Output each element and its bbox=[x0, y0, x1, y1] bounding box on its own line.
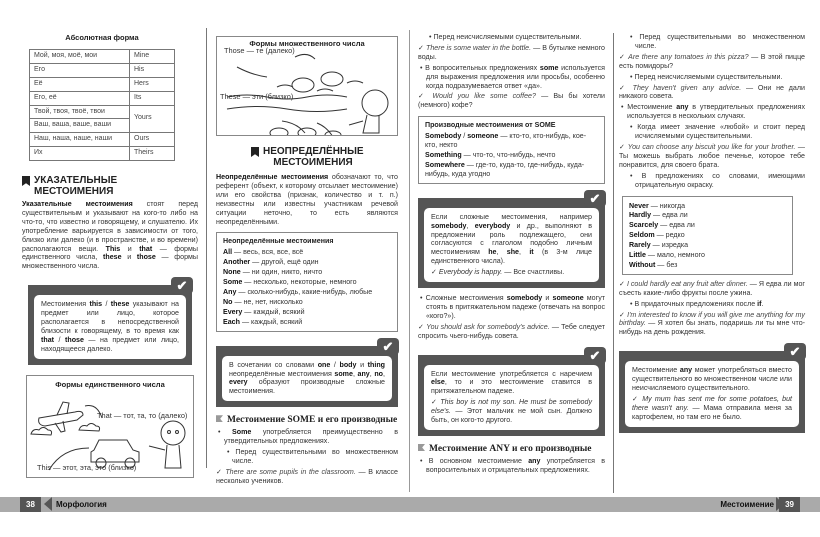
illustration-title: Формы единственного числа bbox=[55, 379, 165, 389]
russian-form: Твой, твоя, твоё, твои bbox=[30, 105, 130, 119]
text-segment: — формы множественного числа. bbox=[22, 253, 198, 271]
russian-form: Их bbox=[30, 147, 130, 161]
text-segment: ✓ bbox=[632, 395, 643, 403]
text-segment: и bbox=[356, 360, 368, 369]
text-segment: Another bbox=[223, 258, 251, 267]
english-form: Yours bbox=[130, 105, 175, 133]
bullet bbox=[418, 294, 605, 321]
some-subheading: Местоимение SOME и его производные bbox=[216, 415, 398, 426]
text-segment: Somebody bbox=[425, 132, 462, 141]
text-segment: в утвердительных предложениях используется в нескольких случаях. bbox=[627, 103, 806, 121]
text-segment: None bbox=[223, 268, 241, 277]
text-segment: ✓ bbox=[619, 52, 629, 61]
note-box bbox=[619, 344, 805, 432]
text-segment: Are there any tomatoes in this pizza? bbox=[628, 52, 749, 61]
column-3 bbox=[418, 33, 605, 475]
text-segment: , bbox=[519, 248, 530, 257]
whales-turtles-boy-drawing bbox=[217, 47, 399, 135]
text-segment: There is some water in the bottle. bbox=[426, 43, 532, 52]
check-icon: ✔ bbox=[584, 190, 606, 207]
sub-bullet bbox=[619, 33, 805, 51]
text-segment: No bbox=[223, 297, 233, 306]
text-segment: / bbox=[461, 132, 468, 141]
text-segment: Rarely bbox=[629, 241, 651, 250]
text-segment: ✓ bbox=[619, 142, 628, 151]
absolute-form-title: Абсолютная форма bbox=[65, 33, 139, 42]
these-caption: These — эти (близко) bbox=[220, 92, 294, 101]
text-segment: everybody bbox=[474, 221, 511, 230]
text-segment: ✓ bbox=[619, 83, 633, 92]
text-segment: he bbox=[488, 248, 497, 257]
text-segment: • Сложные местоимения bbox=[420, 294, 507, 303]
box-title: Неопределённые местоимения bbox=[223, 237, 334, 246]
list-item bbox=[425, 161, 598, 179]
text-segment: — другой, ещё один bbox=[250, 258, 319, 267]
list-item bbox=[223, 248, 391, 257]
list-item bbox=[629, 251, 786, 260]
note-text bbox=[431, 370, 592, 397]
text-segment: Everybody is happy. bbox=[438, 268, 503, 277]
text-segment: Местоимение bbox=[632, 366, 680, 375]
text-segment: • Когда имеет значение «любой» и стоит перед исчисляемыми существительными. bbox=[630, 123, 805, 141]
text-segment: , bbox=[496, 248, 507, 257]
sub-bullet bbox=[216, 448, 398, 466]
list-item bbox=[629, 261, 786, 270]
check-icon: ✔ bbox=[377, 338, 399, 355]
text-segment: somebody bbox=[431, 221, 467, 230]
some-derivatives-box bbox=[418, 116, 605, 183]
russian-form: Мой, моя, моё, мои bbox=[30, 49, 130, 63]
list-item bbox=[223, 278, 391, 287]
text-segment: I'm interested to know if you will give me anything for my birthday. bbox=[619, 310, 805, 328]
page-number-left: 38 bbox=[20, 497, 41, 512]
russian-form: Ваш, ваша, ваше, ваши bbox=[30, 119, 130, 133]
text-segment: • В вопросительных предложениях bbox=[420, 63, 540, 72]
negative-words-box bbox=[622, 196, 793, 275]
example bbox=[619, 84, 805, 102]
note-text bbox=[431, 213, 592, 266]
russian-form: Наш, наша, наше, наши bbox=[30, 133, 130, 147]
text-segment: стоят перед существительным и указывают на кого-то либо на что-то, что известно и говорящему, и слушателю. Их употребление варьируется в зависимости от того, близко или далеко (и в пространстве, и во времени) располагаются вещи. bbox=[22, 200, 198, 253]
text-segment: неопределённые местоимения bbox=[229, 369, 335, 378]
text-segment: • В основном местоимение bbox=[420, 457, 529, 465]
text-segment: This bbox=[105, 244, 121, 253]
text-segment: that bbox=[41, 335, 55, 344]
section-marker-icon bbox=[216, 415, 223, 422]
illustration-title: Формы множественного числа bbox=[249, 39, 365, 48]
text-segment: any bbox=[528, 457, 541, 465]
note-box bbox=[418, 347, 605, 436]
text-segment: Если сложные местоимения, например bbox=[431, 212, 592, 221]
text-segment: I could hardly eat any fruit after dinner. bbox=[626, 279, 748, 288]
text-segment: • В предложениях со словами, имеющими отрицательную окраску. bbox=[630, 171, 805, 189]
note-example bbox=[431, 398, 592, 425]
note-box bbox=[216, 338, 398, 408]
text-segment: There are some pupils in the classroom. bbox=[225, 467, 356, 476]
sub-bullet bbox=[619, 300, 805, 309]
text-segment: This boy is not my son. He must be somebody else's. bbox=[431, 398, 592, 416]
text-segment: , bbox=[383, 369, 385, 378]
text-segment: these bbox=[103, 253, 122, 262]
text-segment: — Я хотел бы знать, подаришь ли ты мне что-нибудь на день рождения. bbox=[619, 319, 805, 337]
text-segment: — Тебе следует спросить чьего-нибудь совета. bbox=[418, 322, 605, 340]
table-row bbox=[30, 133, 175, 147]
bookmark-icon bbox=[22, 176, 30, 186]
text-segment: Never bbox=[629, 201, 649, 210]
text-segment: some bbox=[334, 369, 353, 378]
text-segment: Scarcely bbox=[629, 221, 659, 230]
column-2 bbox=[216, 36, 398, 486]
text-segment: any bbox=[676, 103, 689, 112]
text-segment: , bbox=[466, 221, 475, 230]
text-segment: может употребляться вместо существительного во множественном числе или неисчисляемого существительного. bbox=[632, 366, 792, 393]
text-segment: употребляется в вопросительных и отрицательных предложениях. bbox=[426, 457, 605, 474]
list-item bbox=[629, 221, 786, 230]
text-segment: и bbox=[120, 244, 140, 253]
english-form: Mine bbox=[130, 49, 175, 63]
check-icon: ✔ bbox=[584, 347, 606, 364]
text-segment: . bbox=[761, 299, 764, 308]
text-segment: Местоимения bbox=[41, 300, 90, 309]
text-segment: / bbox=[330, 360, 340, 369]
text-segment: — где-то, куда-то, где-нибудь, куда-нибудь, куда угодно bbox=[425, 160, 585, 178]
text-segment: Any bbox=[223, 287, 237, 296]
text-segment: — изредка bbox=[650, 241, 689, 250]
text-segment: Hardly bbox=[629, 211, 652, 220]
demonstrative-heading: УКАЗАТЕЛЬНЫЕ МЕСТОИМЕНИЯ bbox=[22, 175, 198, 197]
table-row bbox=[30, 77, 175, 91]
text-segment: ✓ bbox=[418, 43, 426, 52]
text-segment: Seldom bbox=[629, 231, 655, 240]
russian-form: Его, её bbox=[30, 91, 130, 105]
chevron-left-icon bbox=[44, 497, 52, 511]
check-icon: ✔ bbox=[171, 277, 193, 294]
text-segment: и др., выполняют в предложении роль подлежащего, они согласуются с глаголом подобно личным местоимениям bbox=[431, 221, 592, 257]
text-segment: ✓ bbox=[619, 279, 627, 288]
singular-forms-illustration bbox=[26, 375, 194, 478]
text-segment: могут стоять в притяжательном падеже (отвечать на вопрос «кого?»). bbox=[426, 294, 605, 320]
text-segment: ✓ bbox=[418, 92, 433, 101]
example bbox=[418, 323, 605, 341]
text-segment: any bbox=[357, 369, 370, 378]
list-item bbox=[629, 211, 786, 220]
note-box bbox=[28, 278, 192, 364]
indefinite-text bbox=[216, 173, 398, 226]
text-segment: ✓ bbox=[418, 322, 427, 331]
text-segment: — без bbox=[655, 260, 678, 269]
russian-form: Её bbox=[30, 77, 130, 91]
text-segment: — сколько-нибудь, какие-нибудь, любые bbox=[236, 287, 373, 296]
list-item bbox=[629, 202, 786, 211]
text-segment: — едва ли bbox=[651, 211, 688, 220]
bullet bbox=[418, 64, 605, 91]
text-segment: — редко bbox=[654, 231, 685, 240]
text-segment: • Перед существительными во множественном числе. bbox=[630, 33, 805, 50]
text-segment: — едва ли bbox=[658, 221, 695, 230]
text-segment: these bbox=[110, 300, 130, 309]
text-segment: those bbox=[65, 335, 84, 344]
table-row bbox=[30, 105, 175, 119]
text-segment: You should ask for somebody's advice. bbox=[426, 322, 550, 331]
column-1-text bbox=[22, 175, 198, 478]
text-segment: • В придаточных предложениях после bbox=[630, 299, 758, 308]
note-example bbox=[632, 395, 792, 422]
text-segment: — каждый, всякий bbox=[242, 307, 305, 316]
text-segment: — несколько, некоторые, немного bbox=[242, 278, 357, 287]
text-segment: — Этот мальчик не мой сын. Должно быть, он кого-то другого. bbox=[431, 407, 592, 425]
text-segment: someone bbox=[552, 294, 584, 303]
indefinite-pronouns-box bbox=[216, 232, 398, 331]
text-segment: Something bbox=[425, 150, 462, 159]
text-segment: обозначают то, что референт (объект, к которому отсылает местоимение) или его свойства (признак, количество и т. п.) неизвестны или известны участникам речевой ситуации неточно, то есть являются неопределёнными. bbox=[216, 173, 398, 226]
text-segment: — Они не дали никакого совета. bbox=[619, 83, 805, 101]
indefinite-heading: НЕОПРЕДЕЛЁННЫЕ МЕСТОИМЕНИЯ bbox=[216, 146, 398, 168]
sub-bullet bbox=[418, 33, 605, 42]
bullet bbox=[216, 428, 398, 446]
text-segment: They haven't given any advice. bbox=[632, 83, 742, 92]
text-segment: — что-то, что-нибудь, нечто bbox=[461, 150, 556, 159]
text-segment: ✓ bbox=[431, 398, 441, 407]
text-segment: — Ты можешь выбрать любое печенье, которое тебе понравится, для своего брата. bbox=[619, 142, 805, 169]
text-segment: My mum has sent me for some potatoes, but there wasn't any. bbox=[632, 395, 792, 412]
list-item bbox=[425, 132, 598, 150]
text-segment: • Перед неисчисляемыми существительными. bbox=[630, 72, 783, 81]
text-segment: / bbox=[54, 335, 65, 344]
text-segment: — каждый, всякий bbox=[239, 317, 303, 326]
text-segment: All bbox=[223, 248, 233, 257]
text-segment: и bbox=[121, 253, 137, 262]
text-segment: one bbox=[317, 360, 331, 369]
text-segment: every bbox=[229, 378, 248, 387]
text-segment: Without bbox=[629, 260, 656, 269]
sub-bullet bbox=[619, 172, 805, 190]
column-1 bbox=[29, 34, 175, 161]
text-segment: Would you like some coffee? bbox=[432, 92, 536, 101]
section-marker-icon bbox=[418, 444, 425, 451]
text-segment: any bbox=[679, 366, 693, 375]
text-segment: Every bbox=[223, 307, 243, 316]
text-segment: • Перед существительными во множественном числе. bbox=[227, 448, 398, 465]
text-segment: • Местоимение bbox=[621, 103, 677, 112]
column-4 bbox=[619, 33, 805, 433]
text-segment: someone bbox=[467, 132, 499, 141]
text-segment: употребляется преимущественно в утвердительных предложениях. bbox=[224, 428, 398, 446]
list-item bbox=[629, 241, 786, 250]
list-item bbox=[223, 288, 391, 297]
text-segment: В сочетании со словами bbox=[229, 360, 318, 369]
text-segment: some bbox=[539, 63, 559, 72]
english-form: Ours bbox=[130, 133, 175, 147]
text-segment: — весь, вся, все, всё bbox=[232, 248, 304, 257]
text-segment: — Мама отправила меня за картофелем, но там его не было. bbox=[632, 403, 792, 421]
absolute-form-table bbox=[29, 49, 175, 161]
text-segment: if bbox=[757, 299, 762, 308]
text-segment: body bbox=[339, 360, 357, 369]
text-segment: she bbox=[506, 248, 520, 257]
text-segment: those bbox=[136, 253, 156, 262]
text-segment: • Перед неисчисляемыми существительными. bbox=[429, 33, 582, 41]
example bbox=[418, 92, 605, 110]
text-segment: else bbox=[431, 378, 445, 387]
note-text bbox=[34, 295, 186, 358]
text-segment: — В бутылке немного воды. bbox=[418, 43, 605, 61]
sub-bullet bbox=[619, 73, 805, 82]
table-row bbox=[30, 147, 175, 161]
text-segment: — ни один, никто, ничто bbox=[240, 268, 323, 277]
text-segment: указывают на предмет или лицо, которое располагается в непосредственной близости к говорящему, в то время как bbox=[41, 300, 179, 335]
text-segment: ✓ bbox=[619, 310, 628, 319]
text-segment: • bbox=[218, 428, 232, 437]
english-form: Its bbox=[130, 91, 175, 105]
text-segment: используется для выражения предложения или просьбы, особенно когда подразумевается ответ «да». bbox=[426, 63, 605, 90]
any-subheading: Местоимение ANY и его производные bbox=[418, 444, 605, 455]
example bbox=[619, 311, 805, 338]
table-row bbox=[30, 91, 175, 105]
list-item bbox=[223, 258, 391, 267]
text-segment: — В классе несколько учеников. bbox=[216, 467, 399, 485]
text-segment: ✓ bbox=[431, 268, 439, 277]
text-segment: — на предмет или лицо, находящееся далеко. bbox=[41, 335, 179, 353]
text-segment: — не, нет, нисколько bbox=[232, 297, 303, 306]
text-segment: — никогда bbox=[648, 201, 686, 210]
text-segment: и bbox=[542, 294, 553, 303]
text-segment: / bbox=[102, 300, 111, 309]
english-form: His bbox=[130, 63, 175, 77]
text-segment: Some bbox=[223, 278, 243, 287]
table-row bbox=[30, 49, 175, 63]
text-segment: Each bbox=[223, 317, 240, 326]
bullet bbox=[418, 457, 605, 475]
text-segment: — кто-то, кто-нибудь, кое-кто, некто bbox=[425, 132, 587, 150]
russian-form: Его bbox=[30, 63, 130, 77]
text-segment: (в 3-м лице единственного числа). bbox=[431, 248, 592, 266]
text-segment: — Все счастливы. bbox=[502, 268, 565, 277]
section-title-left: Морфология bbox=[56, 500, 107, 509]
text-segment: You can choose any biscuit you like for your brother. bbox=[627, 142, 796, 151]
box-title: Производные местоимения от SOME bbox=[425, 121, 556, 130]
text-segment: — формы единственного числа, bbox=[22, 244, 198, 262]
text-segment: , bbox=[352, 369, 358, 378]
that-caption: That — тот, та, то (далеко) bbox=[97, 410, 188, 420]
english-form: Theirs bbox=[130, 147, 175, 161]
note-example bbox=[431, 268, 592, 277]
those-caption: Those — те (далеко) bbox=[224, 46, 295, 55]
text-segment: — Вы бы хотели (немного) кофе? bbox=[418, 92, 605, 110]
english-form: Hers bbox=[130, 77, 175, 91]
example bbox=[216, 468, 398, 486]
demonstrative-text bbox=[22, 200, 198, 271]
text-segment: Если местоимение употребляется с наречием bbox=[431, 369, 592, 378]
example bbox=[619, 53, 805, 71]
note-text bbox=[222, 356, 392, 402]
text-segment: Somewhere bbox=[425, 160, 465, 169]
text-segment: ✓ bbox=[216, 467, 226, 476]
list-item bbox=[425, 151, 598, 160]
bullet bbox=[619, 103, 805, 121]
example bbox=[619, 280, 805, 298]
text-segment: Неопределённые местоимения bbox=[216, 173, 329, 181]
text-segment: образуют производные сложные местоимения. bbox=[229, 378, 385, 396]
note-box bbox=[418, 190, 605, 288]
text-segment: Some bbox=[232, 428, 252, 437]
list-item bbox=[223, 298, 391, 307]
note-text bbox=[632, 366, 792, 393]
text-segment: — мало, немного bbox=[645, 251, 705, 260]
text-segment: it bbox=[529, 248, 534, 257]
check-icon: ✔ bbox=[784, 343, 806, 360]
list-item bbox=[223, 268, 391, 277]
bookmark-icon bbox=[251, 147, 259, 157]
section-title-right: Местоимение bbox=[720, 500, 774, 509]
text-segment: Little bbox=[629, 251, 646, 260]
text-segment: that bbox=[139, 244, 153, 253]
table-row bbox=[30, 63, 175, 77]
this-caption: This — этот, эта, это (близко) bbox=[37, 462, 137, 472]
list-item bbox=[629, 231, 786, 240]
text-segment: , то и это местоимение ставится в притяжательном падеже. bbox=[431, 378, 592, 396]
sub-bullet bbox=[619, 123, 805, 141]
text-segment: — Я едва ли мог съесть какие-либо фрукты после ужина. bbox=[619, 279, 805, 297]
example bbox=[619, 143, 805, 170]
page-footer bbox=[0, 497, 820, 512]
text-segment: no bbox=[374, 369, 383, 378]
page-number-right: 39 bbox=[779, 497, 800, 512]
text-segment: — В этой пицце есть помидоры? bbox=[619, 52, 805, 70]
text-segment: Указательные местоимения bbox=[22, 200, 133, 208]
list-item bbox=[223, 308, 391, 317]
text-segment: this bbox=[89, 300, 103, 309]
text-segment: thing bbox=[367, 360, 385, 369]
list-item bbox=[223, 318, 391, 327]
text-segment: somebody bbox=[506, 294, 543, 303]
plural-forms-illustration bbox=[216, 36, 398, 136]
text-segment: , bbox=[369, 369, 375, 378]
example bbox=[418, 44, 605, 62]
